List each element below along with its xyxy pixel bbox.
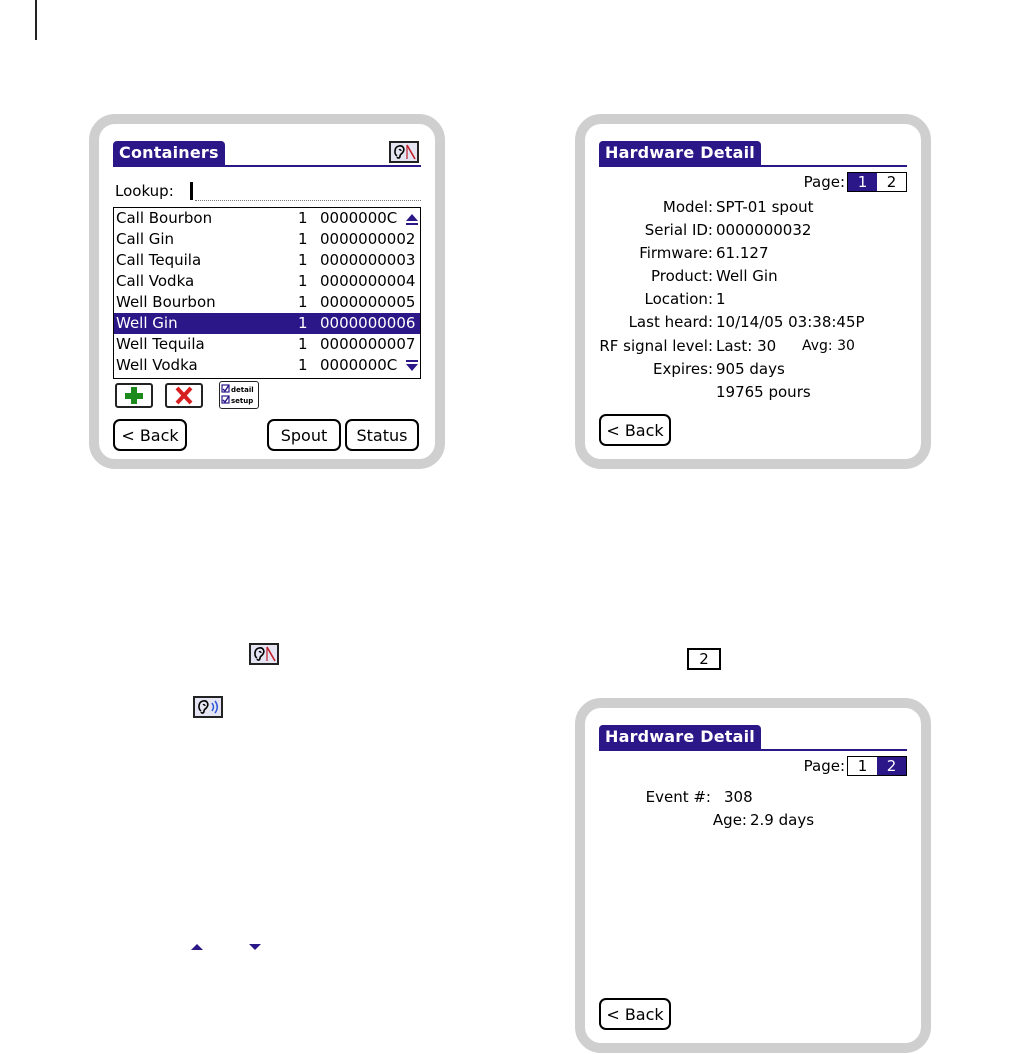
scroll-down-icon	[249, 944, 261, 950]
item-name: Call Vodka	[116, 272, 195, 290]
item-id: 0000000004	[320, 272, 416, 290]
item-qty: 1	[298, 209, 308, 227]
item-id: 0000000C	[320, 356, 398, 374]
hardware-titlebar	[599, 141, 907, 167]
page-1-button[interactable]: 1	[848, 173, 877, 191]
field-model-value: SPT-01 spout	[716, 198, 814, 216]
field-last-heard-value: 10/14/05 03:38:45P	[716, 313, 865, 331]
plus-icon	[117, 385, 151, 406]
page-selector	[785, 172, 907, 192]
field-key: Location:	[644, 290, 713, 308]
item-name: Well Gin	[116, 314, 178, 332]
page-1-button[interactable]: 1	[857, 757, 868, 775]
scroll-down-icon[interactable]	[404, 358, 420, 374]
field-event-value: 308	[724, 788, 753, 806]
field-key: Serial ID:	[644, 221, 713, 239]
back-button[interactable]: < Back	[599, 998, 671, 1030]
item-id: 0000000007	[320, 335, 416, 353]
page-label: Page:	[803, 757, 845, 775]
field-rf-signal	[585, 335, 713, 358]
field-location	[585, 288, 713, 311]
field-age-value: 2.9 days	[750, 811, 815, 829]
field-pours-value: 19765 pours	[716, 383, 811, 401]
setup-label: setup	[231, 397, 254, 405]
field-serial	[585, 219, 713, 242]
field-key: Expires:	[653, 360, 713, 378]
field-pours	[585, 381, 713, 404]
field-key: RF signal level:	[599, 337, 713, 355]
field-last-heard	[585, 311, 713, 334]
list-item[interactable]	[114, 229, 420, 250]
item-qty: 1	[298, 314, 308, 332]
back-button[interactable]: < Back	[599, 414, 671, 446]
page-selector	[785, 756, 907, 776]
hardware-titlebar	[599, 725, 907, 751]
item-id: 0000000C	[320, 209, 398, 227]
delete-x-icon	[167, 385, 201, 406]
item-name: Well Tequila	[116, 335, 205, 353]
hardware-detail-screen-page2	[585, 708, 921, 1043]
list-item[interactable]	[114, 208, 420, 229]
containers-device	[89, 114, 445, 469]
item-qty: 1	[298, 251, 308, 269]
item-id: 0000000003	[320, 251, 416, 269]
containers-list[interactable]	[113, 207, 421, 379]
hardware-detail-screen-page1	[585, 124, 921, 459]
lookup-label: Lookup:	[115, 182, 174, 200]
field-firmware-value: 61.127	[716, 244, 769, 262]
field-firmware	[585, 242, 713, 265]
field-product-value: Well Gin	[716, 267, 778, 285]
item-qty: 1	[298, 335, 308, 353]
back-button[interactable]: < Back	[113, 419, 187, 451]
field-key: Product:	[650, 267, 713, 285]
field-location-value: 1	[716, 290, 726, 308]
scroll-up-icon[interactable]	[404, 211, 420, 227]
containers-screen	[99, 124, 435, 459]
field-serial-value: 0000000032	[716, 221, 812, 239]
hardware-title: Hardware Detail	[599, 725, 761, 749]
page-buttons	[847, 172, 907, 192]
list-item[interactable]	[114, 292, 420, 313]
item-qty: 1	[298, 230, 308, 248]
page-2-button[interactable]: 2	[877, 757, 906, 775]
containers-title: Containers	[113, 141, 225, 165]
item-qty: 1	[298, 293, 308, 311]
list-item[interactable]	[114, 355, 420, 376]
hardware-title: Hardware Detail	[599, 141, 761, 165]
ear-muted-icon	[249, 643, 279, 665]
containers-titlebar	[113, 141, 421, 167]
list-item[interactable]	[114, 334, 420, 355]
page-label: Page:	[803, 173, 845, 191]
field-key: Firmware:	[639, 244, 713, 262]
ear-muted-icon[interactable]	[389, 141, 419, 163]
list-item[interactable]	[114, 271, 420, 292]
delete-button[interactable]	[165, 383, 203, 408]
item-name: Call Tequila	[116, 251, 202, 269]
ear-listening-icon	[193, 696, 223, 718]
item-name: Well Vodka	[116, 356, 198, 374]
item-id: 0000000002	[320, 230, 416, 248]
hardware-detail-device-page2	[575, 698, 931, 1053]
page-2-key-icon: 2	[687, 648, 721, 670]
lookup-input[interactable]	[195, 200, 421, 201]
page-margin-rule	[35, 0, 37, 40]
list-item-selected[interactable]	[114, 313, 420, 334]
field-key: Model:	[662, 198, 713, 216]
item-id: 0000000005	[320, 293, 416, 311]
field-event	[585, 786, 711, 809]
item-name: Well Bourbon	[116, 293, 216, 311]
detail-label: detail	[231, 386, 254, 394]
item-id: 0000000006	[320, 314, 416, 332]
field-rf-avg-value: Avg: 30	[802, 338, 855, 354]
item-qty: 1	[298, 272, 308, 290]
field-key: Last heard:	[628, 313, 713, 331]
field-key: Age:	[712, 811, 747, 829]
list-item[interactable]	[114, 250, 420, 271]
field-key: Event #:	[645, 788, 711, 806]
status-button[interactable]: Status	[345, 419, 419, 451]
lookup-cursor	[190, 182, 193, 200]
field-model	[585, 196, 713, 219]
add-button[interactable]	[115, 383, 153, 408]
page-buttons	[847, 756, 907, 776]
item-qty: 1	[298, 356, 308, 374]
item-name: Call Bourbon	[116, 209, 213, 227]
scroll-up-icon	[191, 944, 203, 950]
detail-setup-button[interactable]	[219, 381, 259, 409]
spout-button[interactable]: Spout	[267, 419, 341, 451]
field-expires	[585, 358, 713, 381]
hardware-detail-device-page1	[575, 114, 931, 469]
checklist-icon	[220, 382, 258, 408]
field-rf-last-value: Last: 30	[716, 337, 777, 355]
field-age	[585, 809, 747, 832]
field-product	[585, 265, 713, 288]
item-name: Call Gin	[116, 230, 175, 248]
field-expires-value: 905 days	[716, 360, 785, 378]
page-2-button[interactable]: 2	[886, 173, 897, 191]
